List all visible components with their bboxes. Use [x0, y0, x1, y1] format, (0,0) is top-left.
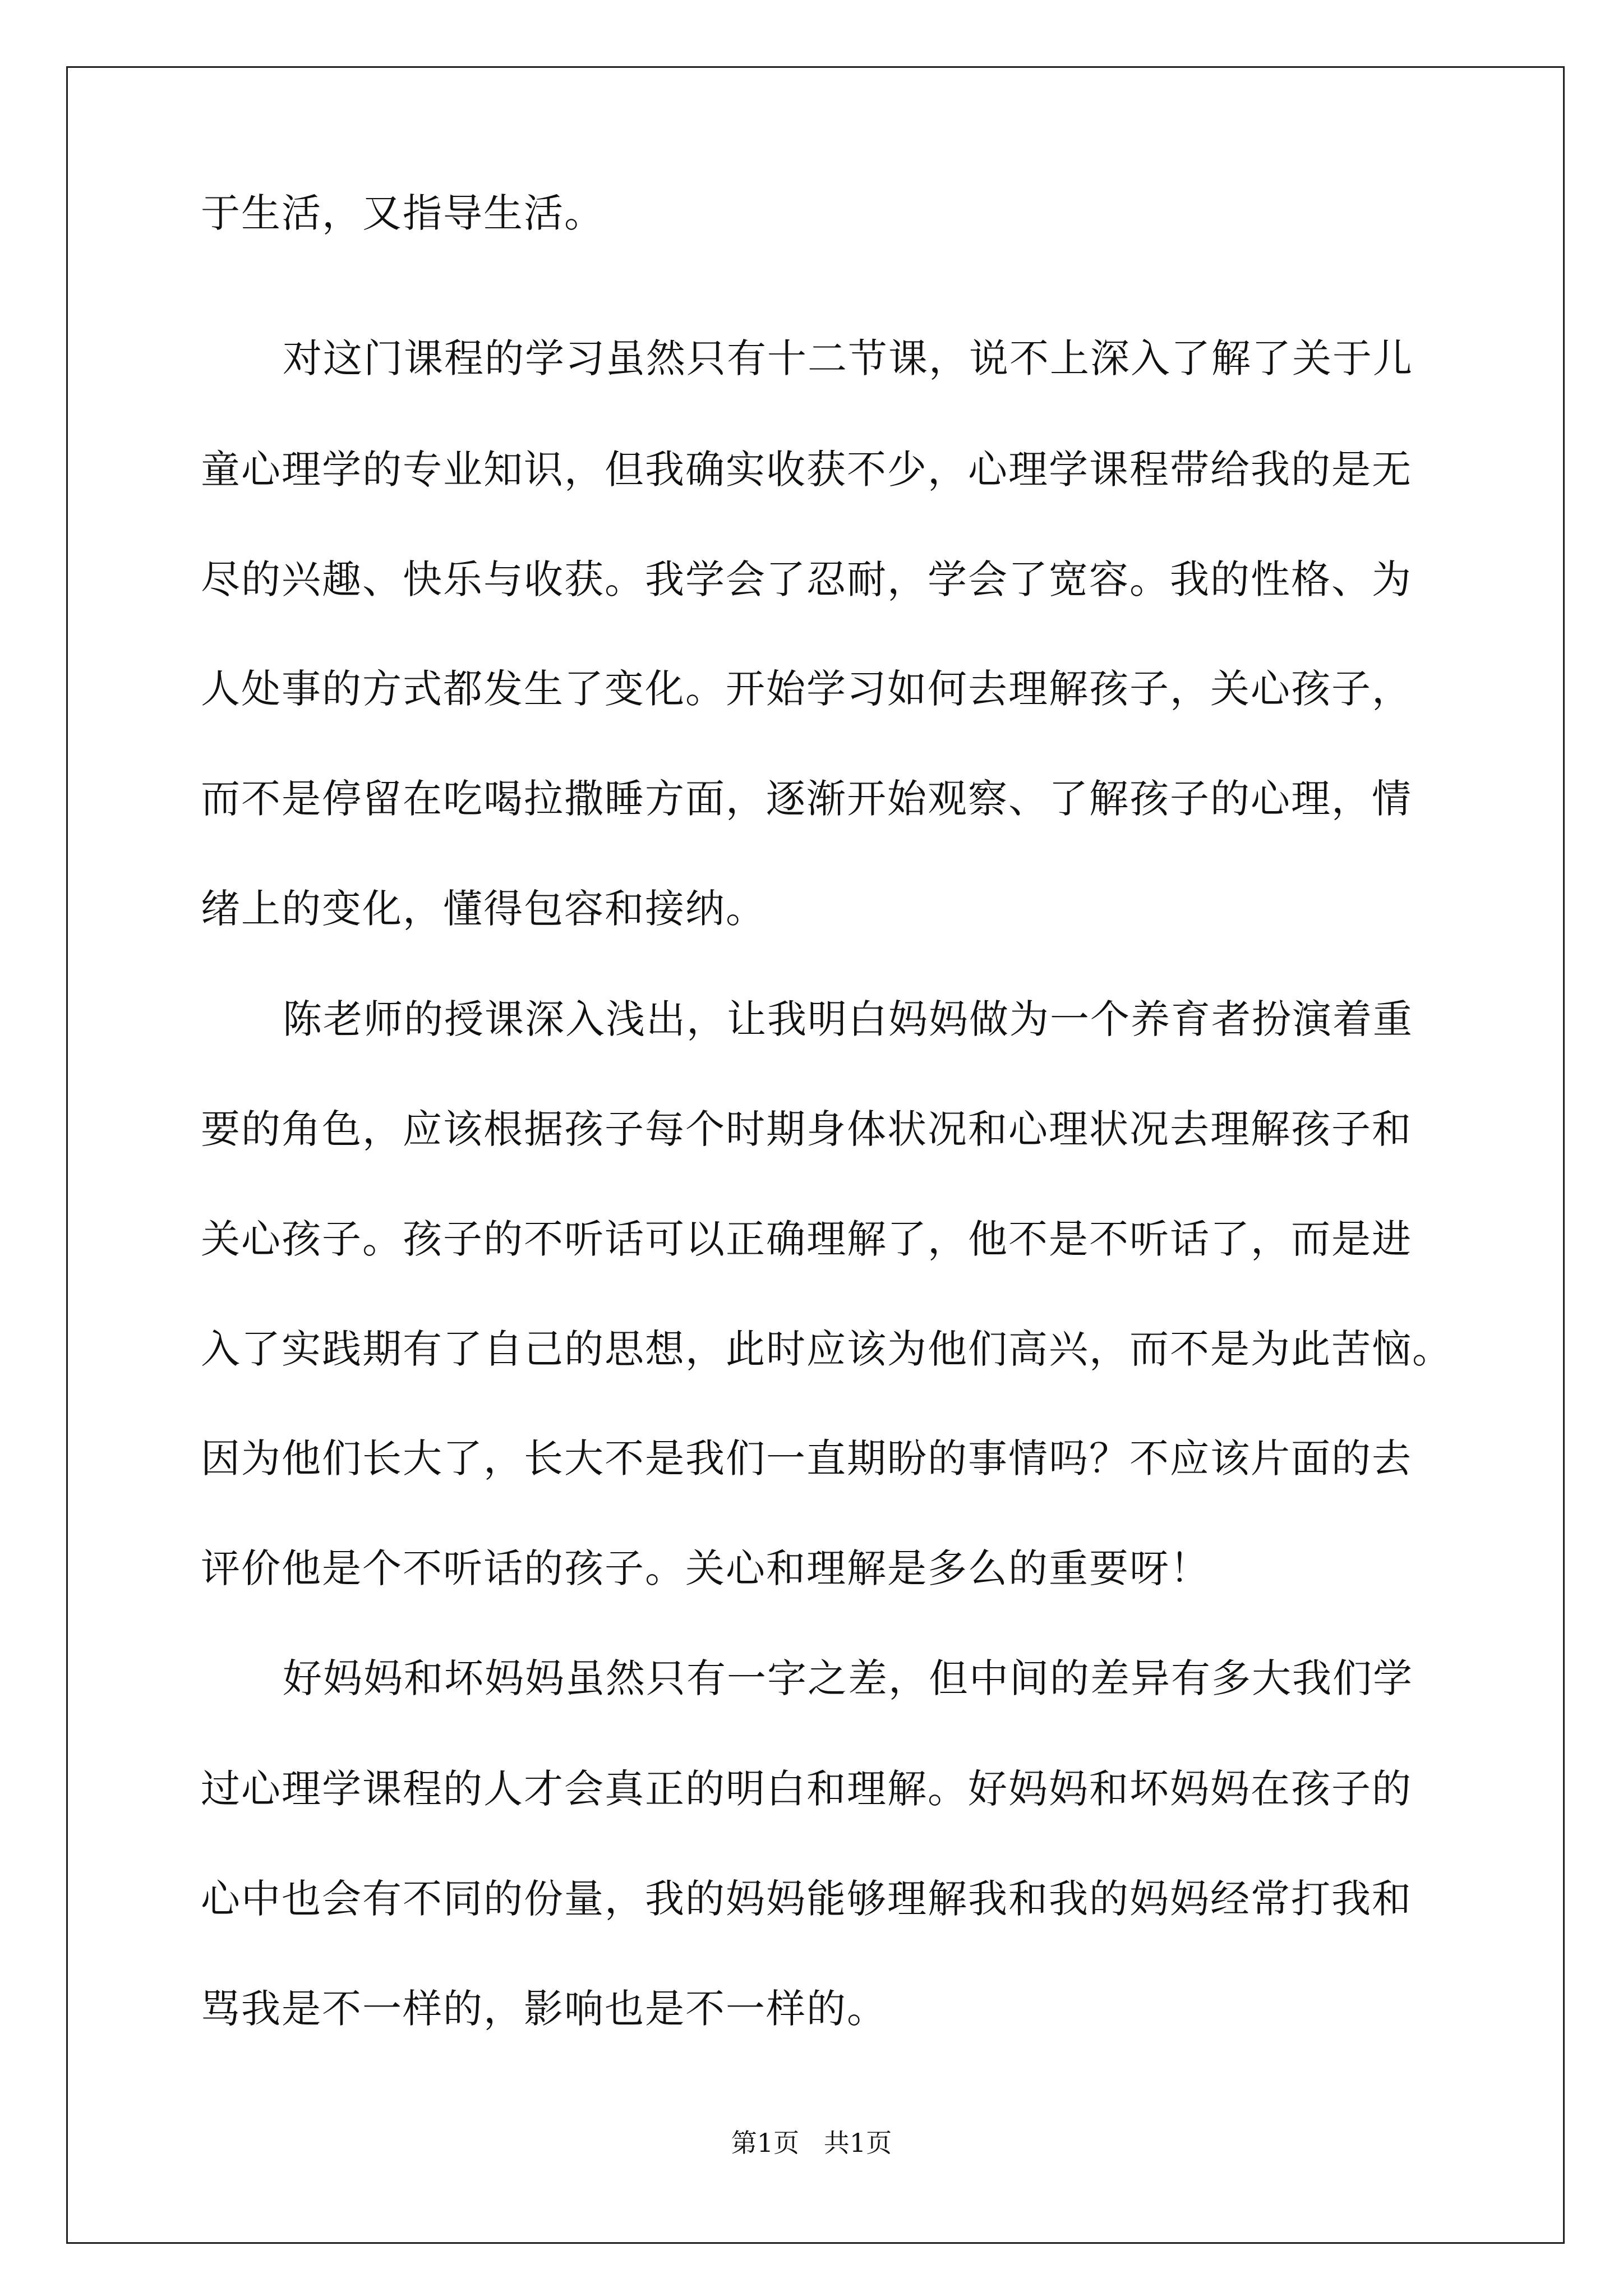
text-line: 心中也会有不同的份量，我的妈妈能够理解我和我的妈妈经常打我和 [201, 1876, 1412, 1922]
text-line: 尽的兴趣、快乐与收获。我学会了忍耐，学会了宽容。我的性格、为 [201, 556, 1412, 602]
text-line: 骂我是不一样的，影响也是不一样的。 [201, 1986, 887, 2032]
text-line: 人处事的方式都发生了变化。开始学习如何去理解孩子，关心孩子， [201, 666, 1412, 712]
text-line: 因为他们长大了，长大不是我们一直期盼的事情吗？不应该片面的去 [201, 1435, 1412, 1481]
text-line: 童心理学的专业知识，但我确实收获不少，心理学课程带给我的是无 [201, 447, 1412, 493]
text-line: 于生活，又指导生活。 [201, 190, 605, 236]
text-line: 绪上的变化，懂得包容和接纳。 [201, 886, 766, 932]
page-number: 第1页 共1页 [731, 2128, 892, 2158]
text-line: 入了实践期有了自己的思想，此时应该为他们高兴，而不是为此苦恼。 [201, 1326, 1453, 1372]
text-line: 过心理学课程的人才会真正的明白和理解。好妈妈和坏妈妈在孩子的 [201, 1766, 1412, 1812]
text-line: 好妈妈和坏妈妈虽然只有一字之差，但中间的差异有多大我们学 [283, 1655, 1413, 1701]
text-line: 评价他是个不听话的孩子。关心和理解是多么的重要呀！ [201, 1545, 1210, 1591]
text-line: 要的角色，应该根据孩子每个时期身体状况和心理状况去理解孩子和 [201, 1106, 1412, 1152]
text-line: 对这门课程的学习虽然只有十二节课，说不上深入了解了关于儿 [283, 335, 1413, 381]
text-line: 关心孩子。孩子的不听话可以正确理解了，他不是不听话了，而是进 [201, 1216, 1412, 1262]
text-line: 而不是停留在吃喝拉撒睡方面，逐渐开始观察、了解孩子的心理，情 [201, 776, 1412, 822]
text-line: 陈老师的授课深入浅出，让我明白妈妈做为一个养育者扮演着重 [283, 996, 1413, 1042]
